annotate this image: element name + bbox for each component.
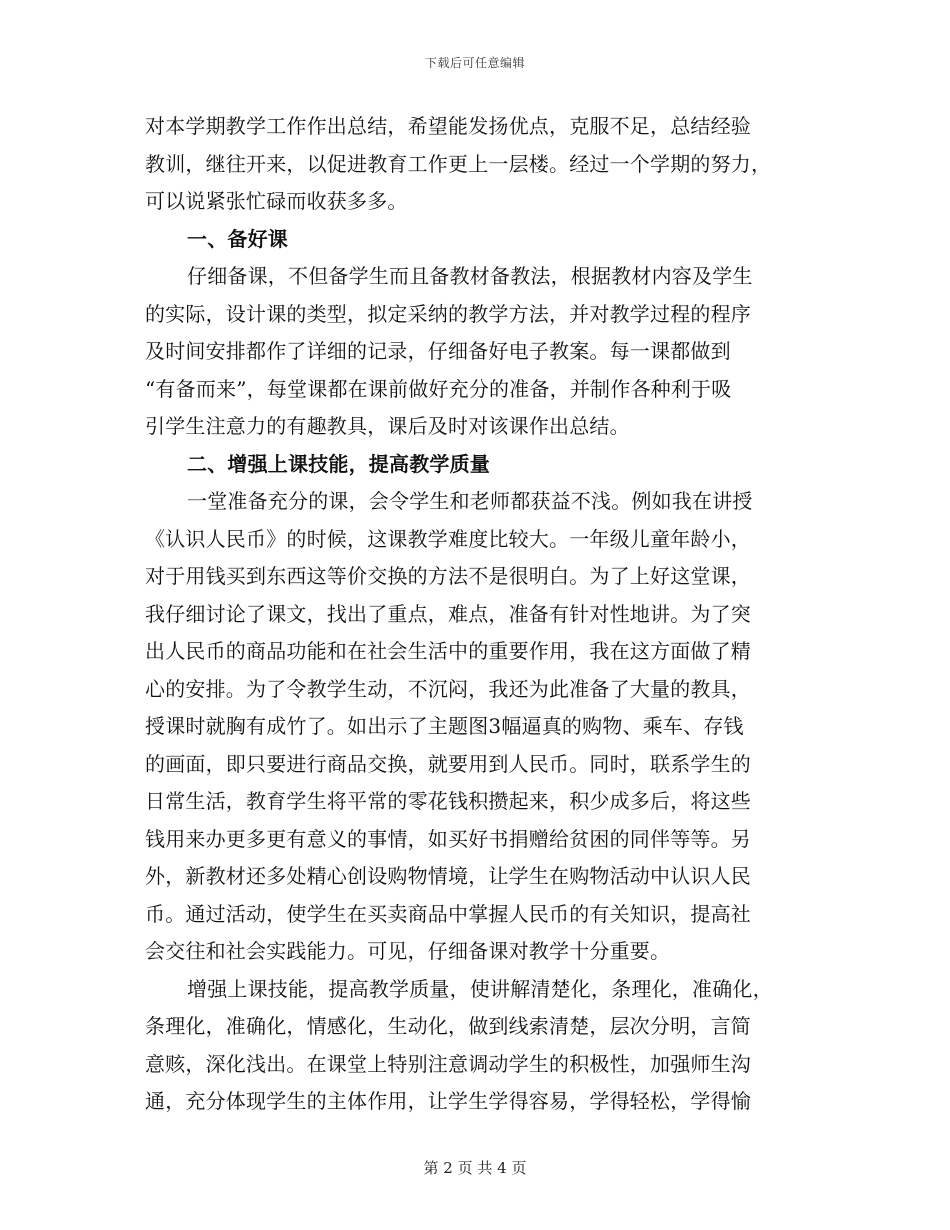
section-heading: 一、备好课 — [187, 226, 288, 251]
body-line: 对本学期教学工作作出总结，希望能发扬优点，克服不足，总结经验 — [145, 114, 751, 138]
body-line: 意赅，深化浅出。在课堂上特别注意调动学生的积极性，加强师生沟 — [145, 1051, 751, 1076]
body-line: 及时间安排都作了详细的记录，仔细备好电子教案。每一课都做到 — [145, 339, 731, 363]
paragraph-start: 一堂准备充分的课，会令学生和老师都获益不浅。例如我在讲授 — [187, 489, 753, 513]
page-number-footer: 第 2 页 共 4 页 — [423, 1159, 527, 1177]
body-line: 心的安排。为了令教学生动，不沉闷，我还为此准备了大量的教具， — [145, 676, 751, 701]
paragraph-start: 仔细备课，不但备学生而且备教材备教法，根据教材内容及学生 — [187, 264, 753, 288]
body-line: 可以说紧张忙碌而收获多多。 — [145, 189, 408, 213]
document-body — [145, 108, 810, 1121]
body-line: 的画面，即只要进行商品交换，就要用到人民币。同时，联系学生的 — [145, 751, 751, 776]
body-line: 我仔细讨论了课文，找出了重点，难点，准备有针对性地讲。为了突 — [145, 601, 751, 626]
body-line: 外，新教材还多处精心创设购物情境，让学生在购物活动中认识人民 — [145, 864, 751, 888]
body-line: 《认识人民币》的时候，这课教学难度比较大。一年级儿童年龄小， — [145, 526, 751, 551]
body-line: 对于用钱买到东西这等价交换的方法不是很明白。为了上好这堂课， — [145, 564, 751, 588]
body-line: 通，充分体现学生的主体作用，让学生学得容易，学得轻松，学得愉 — [145, 1089, 751, 1113]
paragraph-start: 增强上课技能，提高教学质量，使讲解清楚化，条理化，准确化， — [187, 976, 773, 1001]
body-line: 会交往和社会实践能力。可见，仔细备课对教学十分重要。 — [145, 939, 671, 963]
body-line: 教训，继往开来，以促进教育工作更上一层楼。经过一个学期的努力， — [145, 151, 772, 176]
body-line: “有备而来”，每堂课都在课前做好充分的准备，并制作各种利于吸 — [145, 376, 732, 401]
section-heading: 二、增强上课技能，提高教学质量 — [187, 451, 490, 476]
body-line: 出人民币的商品功能和在社会生活中的重要作用，我在这方面做了精 — [145, 639, 751, 663]
body-line: 日常生活，教育学生将平常的零花钱积攒起来，积少成多后，将这些 — [145, 789, 751, 813]
body-line: 引学生注意力的有趣教具，课后及时对该课作出总结。 — [145, 414, 630, 438]
body-line: 条理化，准确化，情感化，生动化，做到线索清楚，层次分明，言简 — [145, 1014, 751, 1038]
body-line: 的实际，设计课的类型，拟定采纳的教学方法，并对教学过程的程序 — [145, 301, 751, 326]
body-line: 钱用来办更多更有意义的事情，如买好书捐赠给贫困的同伴等等。另 — [145, 826, 751, 851]
body-line: 授课时就胸有成竹了。如出示了主题图3幅逼真的购物、乘车、存钱 — [145, 714, 744, 738]
page-header: 下载后可任意编辑 — [424, 56, 525, 70]
body-line: 币。通过活动，使学生在买卖商品中掌握人民币的有关知识，提高社 — [145, 901, 751, 926]
